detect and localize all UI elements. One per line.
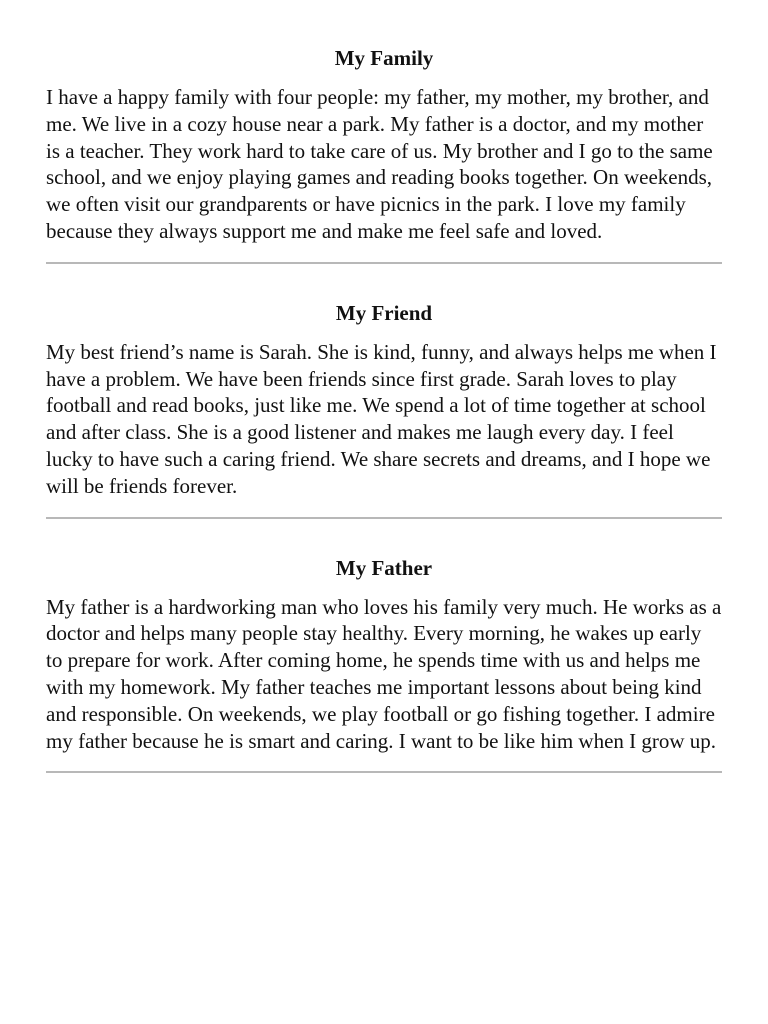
essay-title: My Father: [335, 555, 433, 580]
essay-my-friend: [46, 300, 722, 500]
essay-my-family: [46, 45, 722, 245]
essay-body: My best friend’s name is Sarah. She is kind, funny, and always helps me when I have a problem. We have been friends since first grade. Sarah loves to play football and read books, just like me. We spend a lot of time together at school and after class. She is a good listener and makes me laugh every day. I feel lucky to have such a caring friend. We share secrets and dreams, and I hope we will be friends forever.: [46, 339, 717, 498]
essay-title: My Friend: [335, 300, 433, 325]
section-divider: [46, 517, 722, 519]
essay-my-father: [46, 555, 722, 755]
section-divider: [46, 262, 722, 264]
essay-body: My father is a hardworking man who loves his family very much. He works as a doctor and helps many people stay healthy. Every morning, he wakes up early to prepare for work. After coming home, he spends time with us and helps me with my homework. My father teaches me important lessons about being kind and responsible. On weekends, we play football or go fishing together. I admire my father because he is smart and caring. I want to be like him when I grow up.: [46, 594, 722, 753]
essay-title: My Family: [334, 46, 434, 70]
essay-body: I have a happy family with four people: my father, my mother, my brother, and me. We live in a cozy house near a park. My father is a doctor, and my mother is a teacher. They work hard to take care of us. My brother and I go to the same school, and we enjoy playing games and reading books together. On weekends, we often visit our grandparents or have picnics in the park. I love my family because they always support me and make me feel safe and loved.: [46, 85, 713, 243]
section-divider: [46, 771, 722, 773]
